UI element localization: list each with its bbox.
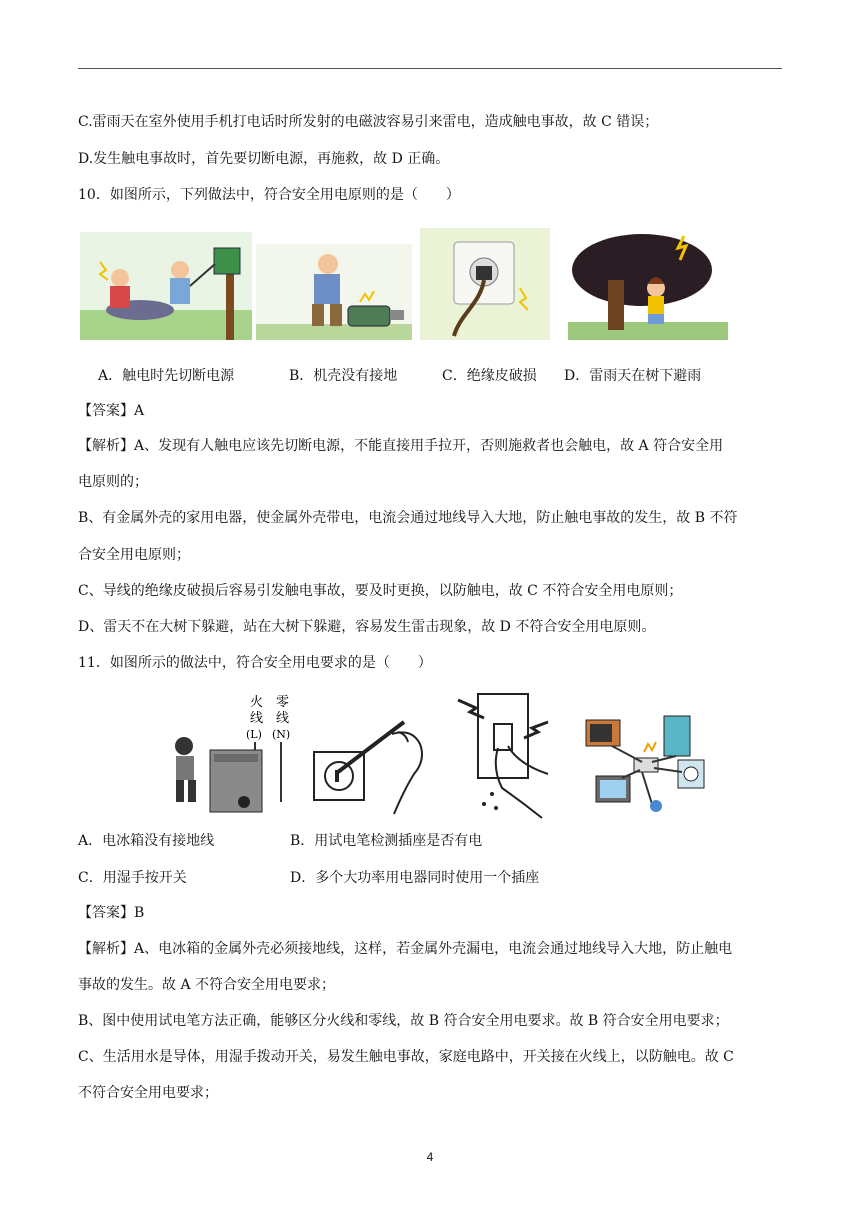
explanation-10: D、雷天不在大树下躲避，站在大树下躲避，容易发生雷击现象，故 D 不符合安全用电原则。 [78, 619, 656, 635]
page-number: 4 [426, 1150, 434, 1164]
option-10-c: C．绝缘皮破损 [442, 368, 537, 384]
label-l: (L) [246, 728, 262, 741]
figure-fridge-no-ground [160, 692, 300, 818]
figure-ungrounded-machine [256, 244, 412, 340]
explanation-11: 不符合安全用电要求； [78, 1085, 218, 1101]
header-rule [78, 68, 782, 69]
option-11-c: C．用湿手按开关 [78, 870, 187, 886]
option-10-b: B．机壳没有接地 [289, 368, 398, 384]
option-11-a: A．电冰箱没有接地线 [78, 833, 215, 849]
option-11-d: D．多个大功率用电器同时使用一个插座 [290, 870, 540, 886]
explanation-11: B、图中使用试电笔方法正确，能够区分火线和零线，故 B 符合安全用电要求。故 B 符合安全用电要求； [78, 1013, 729, 1029]
label-huo: 火 [250, 695, 264, 710]
figure-sheltering-under-tree [568, 232, 728, 340]
explanation-10: 【解析】A、发现有人触电应该先切断电源，不能直接用手拉开，否则施救者也会触电，故 A 符合安全用 [78, 438, 724, 454]
figure-test-pen-socket [308, 714, 436, 818]
figure-rescue-electric-shock [80, 232, 252, 340]
figure-wet-hand-switch [452, 684, 566, 820]
explanation-10: C、导线的绝缘皮破损后容易引发触电事故，要及时更换，以防触电，故 C 不符合安全用电原则； [78, 583, 683, 599]
label-ling: 零 [276, 695, 290, 710]
explanation-11: C、生活用水是导体，用湿手拨动开关，易发生触电事故，家庭电路中，开关接在火线上，以防触电。故 C [78, 1049, 734, 1065]
label-xian: 线 [250, 711, 264, 726]
question-11: 11．如图所示的做法中，符合安全用电要求的是（ ） [78, 655, 432, 671]
figure-overloaded-socket [582, 712, 710, 816]
question-10: 10．如图所示，下列做法中，符合安全用电原则的是（ ） [78, 187, 460, 203]
label-n: (N) [272, 728, 291, 741]
text-line: C.雷雨天在室外使用手机打电话时所发射的电磁波容易引来雷电，造成触电事故，故 C 错误； [78, 114, 659, 130]
answer-10: 【答案】A [78, 403, 145, 419]
option-11-b: B．用试电笔检测插座是否有电 [290, 833, 483, 849]
label-xian: 线 [276, 711, 290, 726]
option-10-d: D．雷雨天在树下避雨 [564, 368, 702, 384]
answer-11: 【答案】B [78, 905, 145, 921]
option-10-a: A．触电时先切断电源 [98, 368, 235, 384]
explanation-10: 电原则的； [78, 474, 148, 490]
text-line: D.发生触电事故时，首先要切断电源，再施救，故 D 正确。 [78, 151, 450, 167]
explanation-11: 【解析】A、电冰箱的金属外壳必须接地线，这样，若金属外壳漏电，电流会通过地线导入大地，防止触电 [78, 941, 733, 957]
explanation-10: 合安全用电原则； [78, 547, 190, 563]
explanation-11: 事故的发生。故 A 不符合安全用电要求； [78, 977, 336, 993]
explanation-10: B、有金属外壳的家用电器，使金属外壳带电，电流会通过地线导入大地，防止触电事故的发生，故 B 不符 [78, 510, 738, 526]
figure-damaged-insulation [420, 228, 550, 340]
